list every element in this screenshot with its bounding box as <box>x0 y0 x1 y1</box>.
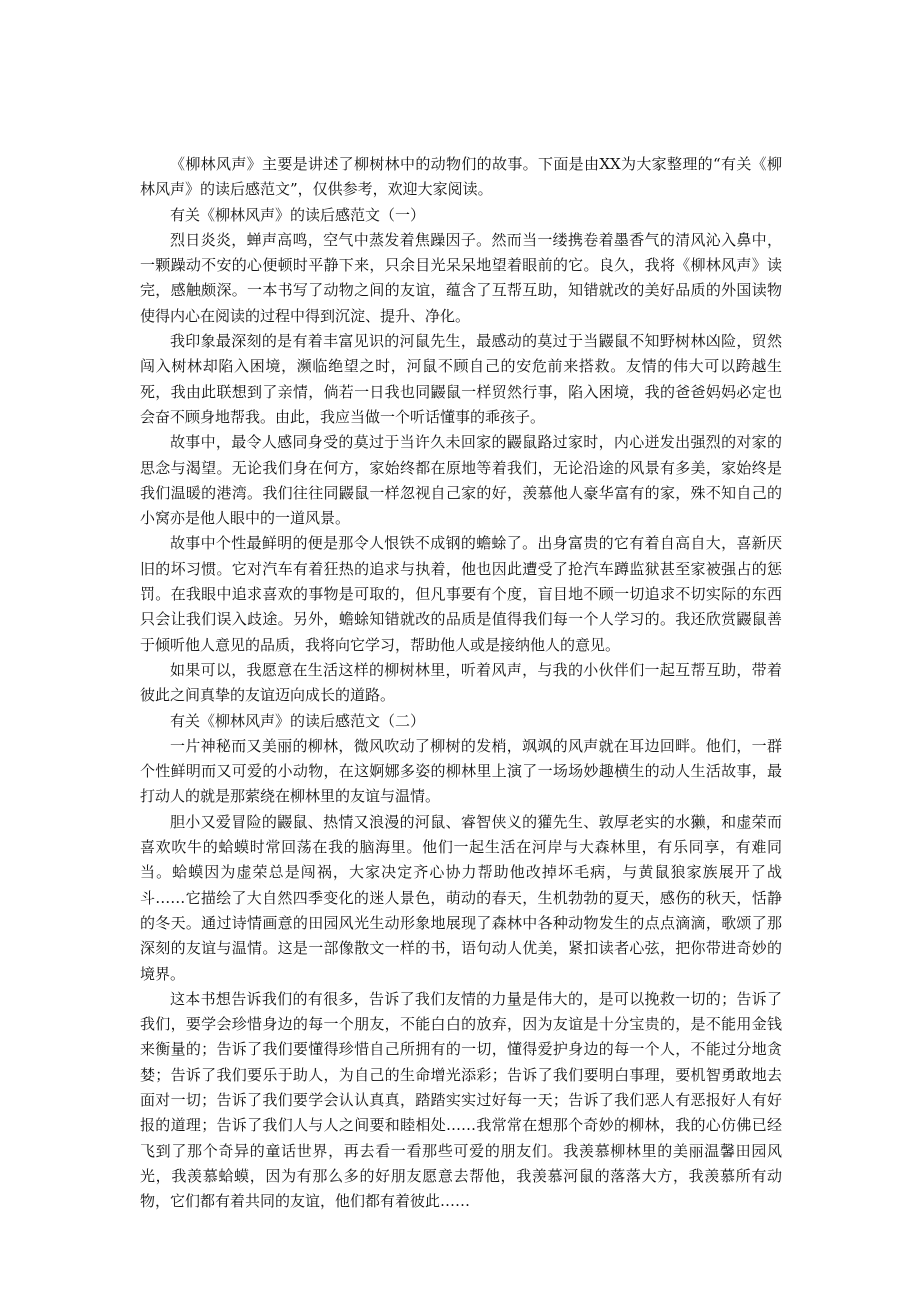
section-heading-1: 有关《柳林风声》的读后感范文（一） <box>170 205 426 224</box>
section-heading-2: 有关《柳林风声》的读后感范文（二） <box>170 711 426 730</box>
body-paragraph: 烈日炎炎，蝉声高鸣，空气中蒸发着焦躁因子。然而当一缕携卷着墨香气的清风沁入鼻中，一颗躁动不安的心便顿时平静下来，只余目光呆呆地望着眼前的它。良久，我将《柳林风声》读完，感触颇深。一本书写了动物之间的友谊，蕴含了互帮互助，知错就改的美好品质的外国读物使得内心在阅读的过程中得到沉淀、提升、净化。 <box>140 230 782 325</box>
document-body <box>140 152 782 1214</box>
body-paragraph: 这本书想告诉我们的有很多，告诉了我们友情的力量是伟大的，是可以挽救一切的；告诉了我们，要学会珍惜身边的每一个朋友，不能白白的放弃，因为友谊是十分宝贵的，是不能用金钱来衡量的；告诉了我们要懂得珍惜自己所拥有的一切，懂得爱护身边的每一个人，不能过分地贪婪；告诉了我们要乐于助人，为自己的生命增光添彩；告诉了我们要明白事理，要机智勇敢地去面对一切；告诉了我们要学会认认真真，踏踏实实过好每一天；告诉了我们恶人有恶报好人有好报的道理；告诉了我们人与人之间要和睦相处……我常常在想那个奇妙的柳林，我的心仿佛已经飞到了那个奇异的童话世界，再去看一看那些可爱的朋友们。我羡慕柳林里的美丽温馨田园风光，我羡慕蛤蟆，因为有那么多的好朋友愿意去帮他，我羡慕河鼠的落落大方，我羡慕所有动物，它们都有着共同的友谊，他们都有着彼此…… <box>140 989 782 1211</box>
body-paragraph: 胆小又爱冒险的鼹鼠、热情又浪漫的河鼠、睿智侠义的獾先生、敦厚老实的水獭，和虚荣而喜欢吹牛的蛤蟆时常回荡在我的脑海里。他们一起生活在河岸与大森林里，有乐同享，有难同当。蛤蟆因为虚荣总是闯祸，大家决定齐心协力帮助他改掉坏毛病，与黄鼠狼家族展开了战斗……它描绘了大自然四季变化的迷人景色，萌动的春天，生机勃勃的夏天，感伤的秋天，恬静的冬天。通过诗情画意的田园风光生动形象地展现了森林中各种动物发生的点点滴滴，歌颂了那深刻的友谊与温情。这是一部像散文一样的书，语句动人优美，紧扣读者心弦，把你带进奇妙的境界。 <box>140 812 782 983</box>
body-paragraph: 故事中个性最鲜明的便是那令人恨铁不成钢的蟾蜍了。出身富贵的它有着自高自大，喜新厌旧的坏习惯。它对汽车有着狂热的追求与执着，他也因此遭受了抢汽车蹲监狱甚至家被强占的惩罚。在我眼中追求喜欢的事物是可取的，但凡事要有个度，盲目地不顾一切追求不切实际的东西只会让我们误入歧途。另外，蟾蜍知错就改的品质是值得我们每一个人学习的。我还欣赏鼹鼠善于倾听他人意见的品质，我将向它学习，帮助他人或是接纳他人的意见。 <box>140 534 782 654</box>
body-paragraph: 故事中，最令人感同身受的莫过于当许久未回家的鼹鼠路过家时，内心迸发出强烈的对家的思念与渴望。无论我们身在何方，家始终都在原地等着我们，无论沿途的风景有多美，家始终是我们温暖的港湾。我们往往同鼹鼠一样忽视自己家的好，羡慕他人豪华富有的家，殊不知自己的小窝亦是他人眼中的一道风景。 <box>140 433 782 528</box>
body-paragraph: 我印象最深刻的是有着丰富见识的河鼠先生，最感动的莫过于当鼹鼠不知野树林凶险，贸然闯入树林却陷入困境，濒临绝望之时，河鼠不顾自己的安危前来搭救。友情的伟大可以跨越生死，我由此联想到了亲情，倘若一日我也同鼹鼠一样贸然行事，陷入困境，我的爸爸妈妈必定也会奋不顾身地帮我。由此，我应当做一个听话懂事的乖孩子。 <box>140 332 782 426</box>
body-paragraph: 一片神秘而又美丽的柳林，微风吹动了柳树的发梢，飒飒的风声就在耳边回畔。他们，一群个性鲜明而又可爱的小动物，在这婀娜多姿的柳林里上演了一场场妙趣横生的动人生活故事，最打动人的就是那萦绕在柳林里的友谊与温情。 <box>140 736 782 806</box>
body-paragraph: 如果可以，我愿意在生活这样的柳树林里，听着风声，与我的小伙伴们一起互帮互助，带着彼此之间真挚的友谊迈向成长的道路。 <box>140 660 782 705</box>
intro-paragraph: 《柳林风声》主要是讲述了柳树林中的动物们的故事。下面是由XX为大家整理的“有关《柳林风声》的读后感范文”，仅供参考，欢迎大家阅读。 <box>140 155 782 199</box>
